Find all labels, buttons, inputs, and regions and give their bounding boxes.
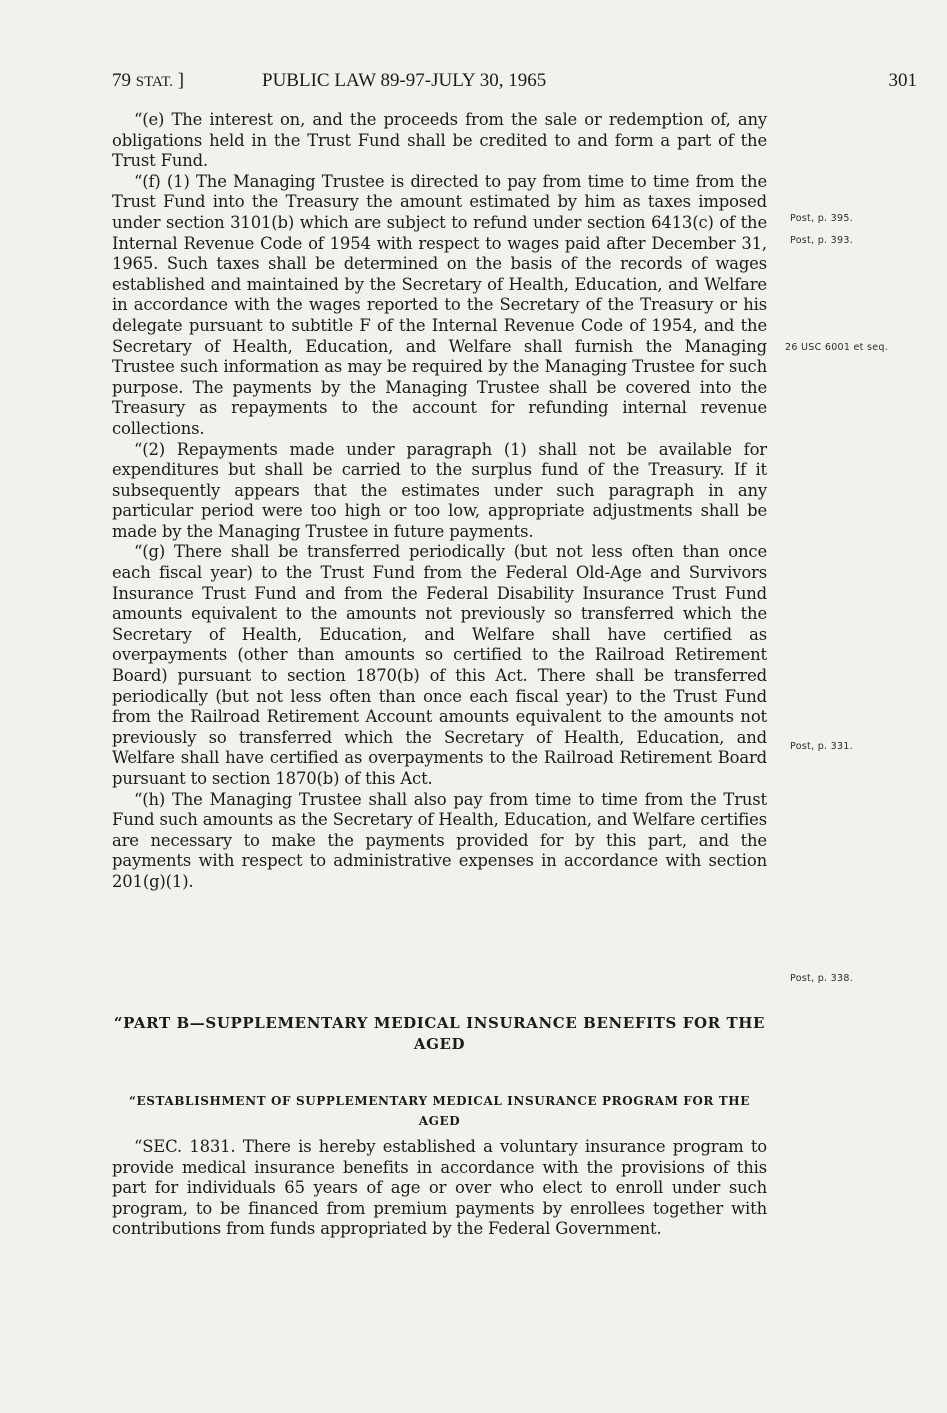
margin-note: Post, p. 393. [790, 235, 854, 246]
section-body [112, 1137, 767, 1240]
paragraph-g: “(g) There shall be transferred periodically (but not less often than once each fiscal year) to the Trust Fund from the Federal Old-Age and Survivors Insurance Trust Fund and from the Federal Disability Insurance Trust Fund amounts equivalent to the amounts not previously so transferred which the Secretary of Health, Education, and Welfare shall have certified as overpayments (other than amounts so certified to the Railroad Retirement Board) pursuant to section 1870(b) of this Act. There shall be transferred periodically (but not less often than once each fiscal year) to the Trust Fund from the Railroad Retirement Account amounts equivalent to the amounts not previously so transferred which the Secretary of Health, Education, and Welfare shall have certified as overpayments to the Railroad Retirement Board pursuant to section 1870(b) of this Act. [112, 542, 767, 788]
margin-note: Post, p. 331. [790, 741, 854, 752]
running-title: PUBLIC LAW 89-97-JULY 30, 1965 [262, 70, 547, 91]
paragraph-f2: “(2) Repayments made under paragraph (1) shall not be available for expenditures but shall be carried to the surplus fund of the Treasury. If it subsequently appears that the estimates under such paragraph in any particular period were too high or too low, appropriate adjustments shall be made by the Managing Trustee in future payments. [112, 439, 767, 541]
part-heading: “PART B—SUPPLEMENTARY MEDICAL INSURANCE BENEFITS FOR THE AGED [113, 1014, 766, 1053]
margin-note: 26 USC 6001 et seq. [785, 342, 889, 353]
margin-note: Post, p. 395. [790, 213, 854, 224]
paragraph-e: “(e) The interest on, and the proceeds from the sale or redemption of, any obligations held in the Trust Fund shall be credited to and form a part of the Trust Fund. [112, 110, 767, 171]
section-heading: “ESTABLISHMENT OF SUPPLEMENTARY MEDICAL INSURANCE PROGRAM FOR THE AGED [129, 1094, 750, 1128]
statute-reference: 79 STAT. ] [112, 70, 185, 91]
paragraph-f1: “(f) (1) The Managing Trustee is directed to pay from time to time from the Trust Fund into the Treasury the amount estimated by him as taxes imposed under section 3101(b) which are subject to refund under section 6413(c) of the Internal Revenue Code of 1954 with respect to wages paid after December 31, 1965. Such taxes shall be determined on the basis of the records of wages established and maintained by the Secretary of Health, Education, and Welfare in accordance with the wages reported to the Secretary of the Treasury or his delegate pursuant to subtitle F of the Internal Revenue Code of 1954, and the Secretary of Health, Education, and Welfare shall furnish the Managing Trustee such information as may be required by the Managing Trustee for such purpose. The payments by the Managing Trustee shall be covered into the Treasury as repayments to the account for refunding internal revenue collections. [112, 171, 767, 438]
margin-note: Post, p. 338. [790, 973, 854, 984]
page-header [112, 70, 917, 94]
body-text [112, 110, 767, 893]
paragraph-h: “(h) The Managing Trustee shall also pay from time to time from the Trust Fund such amounts as the Secretary of Health, Education, and Welfare certifies are necessary to make the payments provided for by this part, and the payments with respect to administrative expenses in accordance with section 201(g)(1). [112, 789, 767, 891]
page-number: 301 [888, 70, 917, 91]
section-1831-text: “SEC. 1831. There is hereby established a voluntary insurance program to provide medical insurance benefits in accordance with the provisions of this part for individuals 65 years of age or over who elect to enroll under such program, to be financed from premium payments by enrollees together with contributions from funds appropriated by the Federal Government. [112, 1137, 767, 1239]
